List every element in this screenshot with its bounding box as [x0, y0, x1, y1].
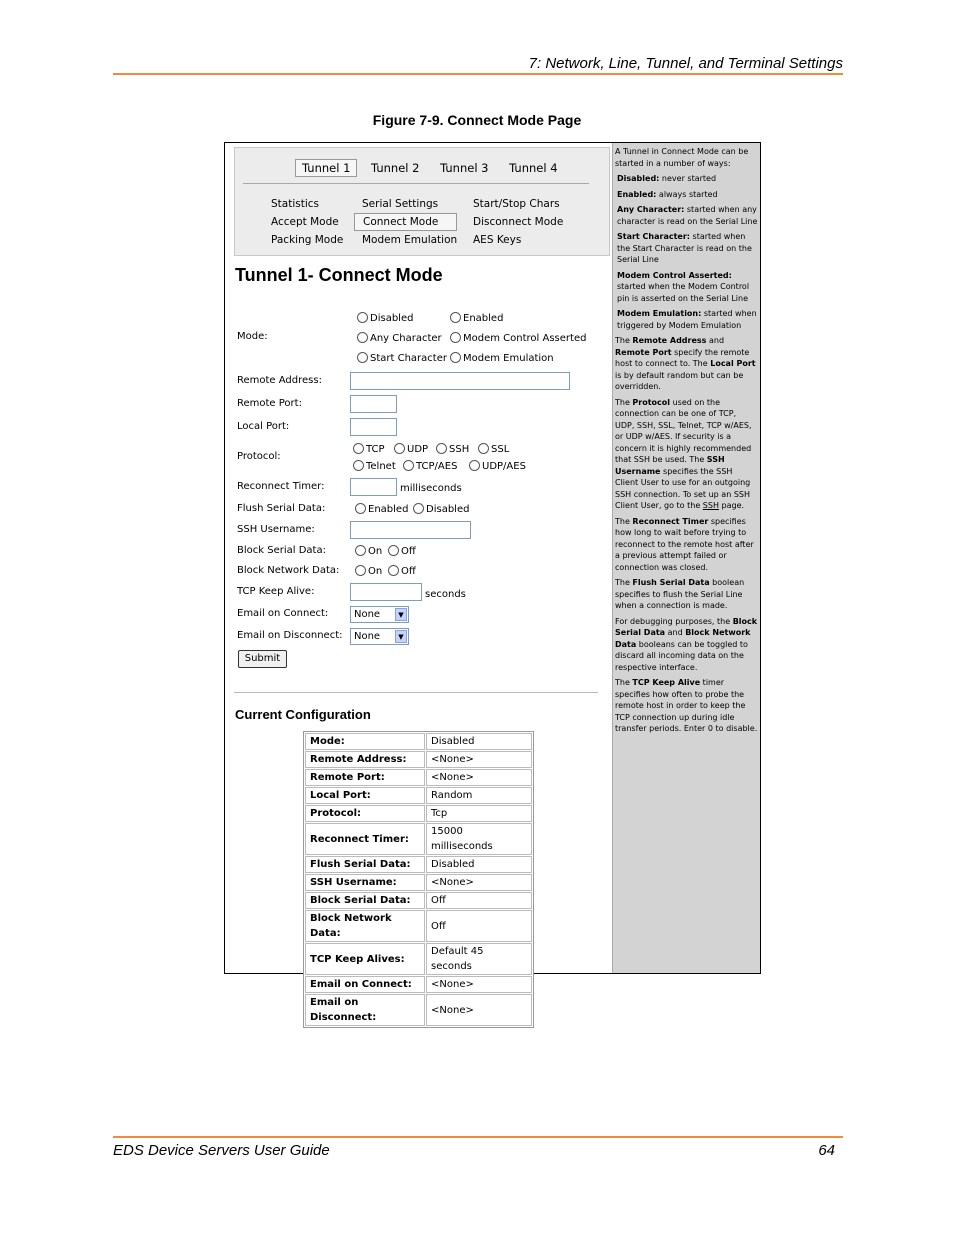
reconnect-timer-input[interactable] — [350, 478, 397, 496]
table-row — [305, 943, 532, 975]
help-remote: The Remote Address and Remote Port specify the remote host to connect to. The Local Port is by default random but can be overridden. — [615, 336, 756, 391]
email-disconnect-select[interactable] — [350, 628, 409, 645]
radio-icon[interactable] — [355, 503, 366, 514]
nav-col-1 — [263, 195, 351, 249]
radio-icon[interactable] — [436, 443, 447, 454]
nav-aes-keys[interactable]: AES Keys — [473, 234, 522, 246]
flush-disabled[interactable]: Disabled — [413, 503, 469, 515]
config-key: Email on Disconnect: — [305, 994, 425, 1026]
current-config-title: Current Configuration — [235, 707, 371, 722]
flush-serial-label: Flush Serial Data: — [237, 503, 326, 514]
radio-icon[interactable] — [355, 545, 366, 556]
radio-icon[interactable] — [357, 352, 368, 363]
config-value: Disabled — [426, 733, 532, 750]
nav-modem-emulation[interactable]: Modem Emulation — [362, 234, 458, 246]
help-block: For debugging purposes, the Block Serial Data and Block Network Data booleans can be toggled to discard all incoming data on the respective interface. — [615, 616, 758, 672]
nav-col-3 — [465, 195, 571, 249]
email-connect-label: Email on Connect: — [237, 608, 329, 619]
radio-icon[interactable] — [450, 352, 461, 363]
mode-any-character[interactable]: Any Character — [357, 332, 442, 344]
ssh-username-label: SSH Username: — [237, 524, 315, 535]
mode-disabled[interactable]: Disabled — [357, 312, 413, 324]
config-value: <None> — [426, 874, 532, 891]
radio-icon[interactable] — [403, 460, 414, 471]
table-row — [305, 856, 532, 873]
radio-icon[interactable] — [450, 312, 461, 323]
screenshot-frame — [224, 142, 761, 1023]
config-key: SSH Username: — [305, 874, 425, 891]
config-key: Mode: — [305, 733, 425, 750]
table-row — [305, 751, 532, 768]
config-value: <None> — [426, 994, 532, 1026]
keepalive-unit: seconds — [425, 589, 466, 600]
email-disconnect-label: Email on Disconnect: — [237, 630, 343, 641]
radio-icon[interactable] — [450, 332, 461, 343]
reconnect-timer-label: Reconnect Timer: — [237, 481, 325, 492]
config-key: Remote Port: — [305, 769, 425, 786]
radio-icon[interactable] — [388, 545, 399, 556]
nav-accept-mode[interactable]: Accept Mode — [271, 216, 339, 228]
protocol-udp[interactable]: UDP — [394, 443, 428, 455]
nav-packing-mode[interactable]: Packing Mode — [271, 234, 344, 246]
config-value: Tcp — [426, 805, 532, 822]
config-value: Random — [426, 787, 532, 804]
nav-start-stop-chars[interactable]: Start/Stop Chars — [473, 198, 560, 210]
protocol-label: Protocol: — [237, 451, 281, 462]
config-key: Email on Connect: — [305, 976, 425, 993]
help-modem-control: Modem Control Asserted: started when the Modem Control pin is asserted on the Serial Line — [617, 270, 750, 303]
radio-icon[interactable] — [357, 332, 368, 343]
config-value: <None> — [426, 751, 532, 768]
help-modem-emulation: Modem Emulation: started when triggered by Modem Emulation — [617, 309, 757, 330]
table-row — [305, 787, 532, 804]
remote-port-label: Remote Port: — [237, 398, 302, 409]
table-row — [305, 892, 532, 909]
footer-guide-title: EDS Device Servers User Guide — [113, 1142, 330, 1159]
nav-connect-mode[interactable]: Connect Mode — [354, 213, 457, 231]
ssh-username-input[interactable] — [350, 521, 471, 539]
radio-icon[interactable] — [355, 565, 366, 576]
block-network-off[interactable]: Off — [388, 565, 416, 577]
page-number: 64 — [818, 1142, 835, 1159]
protocol-ssl[interactable]: SSL — [478, 443, 509, 455]
config-key: Reconnect Timer: — [305, 823, 425, 855]
figure-caption: Figure 7-9. Connect Mode Page — [372, 112, 582, 128]
tcp-keepalive-label: TCP Keep Alive: — [237, 586, 315, 597]
nav-serial-settings[interactable]: Serial Settings — [362, 198, 439, 210]
help-flush: The Flush Serial Data boolean specifies to flush the Serial Line when a connection is made. — [615, 578, 745, 610]
radio-icon[interactable] — [394, 443, 405, 454]
email-disconnect-value: None — [354, 631, 381, 642]
protocol-ssh[interactable]: SSH — [436, 443, 469, 455]
protocol-telnet[interactable]: Telnet — [353, 460, 396, 472]
tcp-keepalive-input[interactable] — [350, 583, 422, 601]
config-value: <None> — [426, 976, 532, 993]
help-reconnect: The Reconnect Timer specifies how long to wait before trying to reconnect to the remote host after a previous attempt failed or connection was closed. — [615, 516, 754, 572]
table-row — [305, 805, 532, 822]
footer-rule — [113, 1136, 843, 1138]
nav-statistics[interactable]: Statistics — [271, 198, 319, 210]
tunnel-tabs — [295, 159, 568, 177]
nav-divider — [243, 183, 589, 184]
block-serial-label: Block Serial Data: — [237, 545, 326, 556]
table-row — [305, 910, 532, 942]
config-key: TCP Keep Alives: — [305, 943, 425, 975]
flush-enabled[interactable]: Enabled — [355, 503, 408, 515]
config-value: <None> — [426, 769, 532, 786]
protocol-udp-aes[interactable]: UDP/AES — [469, 460, 526, 472]
mode-modem-control[interactable]: Modem Control Asserted — [450, 332, 586, 344]
protocol-tcp[interactable]: TCP — [353, 443, 385, 455]
table-row — [305, 733, 532, 750]
config-key: Protocol: — [305, 805, 425, 822]
config-value: 15000 milliseconds — [426, 823, 532, 855]
mode-modem-emulation[interactable]: Modem Emulation — [450, 352, 554, 364]
radio-icon[interactable] — [353, 460, 364, 471]
config-key: Remote Address: — [305, 751, 425, 768]
help-keepalive: The TCP Keep Alive timer specifies how often to probe the remote host in order to keep the TCP connection up during idle transfer periods. Enter 0 to disable. — [615, 678, 758, 733]
mode-start-character[interactable]: Start Character — [357, 352, 447, 364]
chevron-down-icon[interactable]: ▼ — [395, 608, 407, 621]
radio-icon[interactable] — [388, 565, 399, 576]
section-header: 7: Network, Line, Tunnel, and Terminal Settings — [528, 55, 843, 72]
config-key: Flush Serial Data: — [305, 856, 425, 873]
nav-disconnect-mode[interactable]: Disconnect Mode — [473, 216, 564, 228]
local-port-input[interactable] — [350, 418, 397, 436]
tab-tunnel-4[interactable]: Tunnel 4 — [509, 161, 558, 175]
chevron-down-icon[interactable]: ▼ — [395, 630, 407, 643]
config-value: Default 45 seconds — [426, 943, 532, 975]
help-disabled: Disabled: never started — [617, 174, 717, 183]
help-start-character: Start Character: started when the Start Character is read on the Serial Line — [617, 232, 752, 264]
table-row — [305, 823, 532, 855]
help-any-character: Any Character: started when any character is read on the Serial Line — [617, 205, 758, 226]
radio-icon[interactable] — [478, 443, 489, 454]
radio-icon[interactable] — [469, 460, 480, 471]
nav-col-2 — [354, 195, 465, 249]
radio-icon[interactable] — [353, 443, 364, 454]
block-network-label: Block Network Data: — [237, 565, 340, 576]
current-config-table — [303, 731, 534, 1028]
block-network-on[interactable]: On — [355, 565, 382, 577]
section-divider — [234, 692, 598, 693]
config-value: Off — [426, 892, 532, 909]
table-row — [305, 874, 532, 891]
block-serial-off[interactable]: Off — [388, 545, 416, 557]
config-key: Block Network Data: — [305, 910, 425, 942]
page-title: Tunnel 1- Connect Mode — [235, 265, 443, 285]
radio-icon[interactable] — [357, 312, 368, 323]
table-row — [305, 976, 532, 993]
help-sidebar — [612, 143, 760, 973]
mode-label: Mode: — [237, 331, 268, 342]
tab-tunnel-3[interactable]: Tunnel 3 — [440, 161, 489, 175]
table-row — [305, 994, 532, 1026]
tab-tunnel-1[interactable]: Tunnel 1 — [295, 159, 357, 177]
nav-box — [234, 147, 610, 256]
help-intro: A Tunnel in Connect Mode can be started in a number of ways: — [615, 147, 749, 168]
config-key: Local Port: — [305, 787, 425, 804]
email-connect-select[interactable] — [350, 606, 409, 623]
ssh-link[interactable]: SSH — [702, 501, 719, 510]
remote-address-input[interactable] — [350, 372, 570, 390]
remote-port-input[interactable] — [350, 395, 397, 413]
help-enabled: Enabled: always started — [617, 189, 718, 199]
reconnect-unit: milliseconds — [400, 483, 462, 494]
tab-tunnel-2[interactable]: Tunnel 2 — [371, 161, 420, 175]
remote-address-label: Remote Address: — [237, 375, 322, 386]
local-port-label: Local Port: — [237, 421, 290, 432]
radio-icon[interactable] — [413, 503, 424, 514]
submit-button[interactable]: Submit — [238, 650, 287, 668]
help-protocol: The Protocol used on the connection can be one of TCP, UDP, SSH, SSL, Telnet, TCP w/AES, or UDP w/AES. If security is a concern it is highly recommended that SSH be used. The SSH Username specifies the SSH Client User to use for an outgoing SSH connection. To set up an SSH Client User, go to the SSH page. — [615, 397, 752, 510]
config-value: Disabled — [426, 856, 532, 873]
mode-enabled[interactable]: Enabled — [450, 312, 503, 324]
header-rule — [113, 73, 843, 75]
protocol-tcp-aes[interactable]: TCP/AES — [403, 460, 457, 472]
email-connect-value: None — [354, 609, 381, 620]
table-row — [305, 769, 532, 786]
config-value: Off — [426, 910, 532, 942]
block-serial-on[interactable]: On — [355, 545, 382, 557]
config-key: Block Serial Data: — [305, 892, 425, 909]
